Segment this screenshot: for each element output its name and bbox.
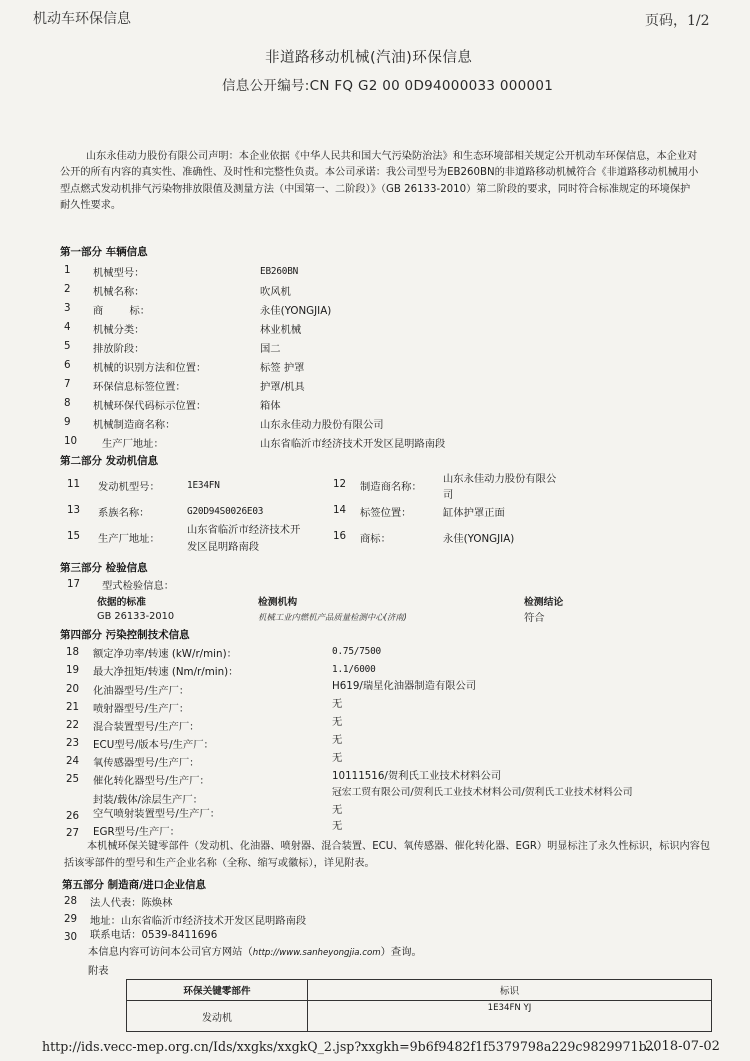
field-value: 国二: [260, 343, 281, 355]
field-label: 化油器型号/生产厂：: [93, 685, 190, 697]
field-value: 山东永佳动力股份有限公司: [260, 419, 384, 431]
row-number: 23: [66, 737, 80, 749]
disclosure-code: 信息公开编号:CN FQ G2 00 0D94000033 000001: [222, 78, 554, 94]
row-number: 8: [64, 397, 71, 409]
row-number: 16: [333, 530, 347, 542]
field-label: 商标：: [360, 533, 391, 545]
page-number: 页码，1/2: [645, 13, 710, 29]
field-label: 机械分类：: [93, 324, 145, 336]
row-number: 20: [66, 683, 80, 695]
field-label: 标签位置：: [360, 507, 412, 519]
result-value: 符合: [524, 612, 545, 624]
row-number: 15: [67, 530, 81, 542]
row-number: 1: [64, 264, 71, 276]
field-value: 无: [332, 734, 343, 746]
field-value: 发区昆明路南段: [187, 541, 260, 553]
row-number: 3: [64, 302, 71, 314]
website-link[interactable]: http://www.sanheyongjia.com: [252, 948, 381, 958]
field-value: 冠宏工贸有限公司/贺利氏工业技术材料公司/贺利氏工业技术材料公司: [332, 787, 633, 798]
row-number: 29: [64, 913, 78, 925]
field-label: 额定净功率/转速 (kW/r/min)：: [93, 648, 237, 660]
row-number: 4: [64, 321, 71, 333]
document-title: 非道路移动机械(汽油)环保信息: [265, 50, 473, 66]
appendix-table: [126, 979, 712, 1032]
field-label: 生产厂地址：: [102, 438, 164, 450]
row-number: 11: [67, 478, 81, 490]
field-label: 机械制造商名称：: [93, 419, 176, 431]
row-number: 10: [64, 435, 78, 447]
column-header-standard: 依据的标准: [97, 597, 146, 608]
footer-date: 2018-07-02: [645, 1039, 720, 1054]
row-number: 6: [64, 359, 71, 371]
field-value: G20D94S0026E03: [187, 506, 264, 517]
field-value: 护罩/机具: [260, 381, 305, 393]
field-label: 机械型号：: [93, 267, 145, 279]
field-label: 氧传感器型号/生产厂：: [93, 757, 200, 769]
row-number: 21: [66, 701, 80, 713]
field-value: H619/瑞星化油器制造有限公司: [332, 680, 477, 692]
field-value: EB260BN: [260, 266, 299, 277]
website-prefix: 本信息内容可访问本公司官方网站（: [88, 946, 253, 958]
section-title-vehicle: 第一部分 车辆信息: [60, 246, 148, 258]
table-header-row: [127, 980, 712, 1001]
org-value: 机械工业内燃机产品质量检测中心(济南): [258, 612, 407, 622]
field-value: 无: [332, 752, 343, 764]
field-value: 1.1/6000: [332, 664, 376, 675]
row-number: 9: [64, 416, 71, 428]
field-value: 永佳(YONGJIA): [443, 533, 515, 545]
row-number: 5: [64, 340, 71, 352]
row-number: 7: [64, 378, 71, 390]
field-label: 喷射器型号/生产厂：: [93, 703, 190, 715]
field-label: EGR型号/生产厂：: [93, 826, 180, 838]
field-label: ECU型号/版本号/生产厂：: [93, 739, 214, 751]
field-label: 催化转化器型号/生产厂：: [93, 775, 210, 787]
field-value: 无: [332, 804, 343, 816]
column-header-org: 检测机构: [258, 597, 298, 608]
table-header: 标识: [308, 980, 712, 1001]
website-line: [88, 943, 422, 958]
row-number: 27: [66, 827, 80, 839]
row-number: 13: [67, 504, 81, 516]
section-title-inspection: 第三部分 检验信息: [60, 562, 148, 574]
field-label: 机械的识别方法和位置：: [93, 362, 207, 374]
field-value: 0.75/7500: [332, 646, 381, 657]
field-value: 永佳(YONGJIA): [260, 305, 332, 317]
field-label: 空气喷射装置型号/生产厂：: [93, 808, 221, 820]
row-number: 26: [66, 810, 80, 822]
section-title-engine: 第二部分 发动机信息: [60, 455, 159, 467]
row-number: 22: [66, 719, 80, 731]
section-title-pollution-control: 第四部分 污染控制技术信息: [60, 629, 190, 641]
field-label: 商 标：: [93, 305, 151, 317]
field-label: 混合装置型号/生产厂：: [93, 721, 200, 733]
row-number: 19: [66, 664, 80, 676]
row-number: 28: [64, 895, 78, 907]
row-number: 25: [66, 773, 80, 785]
field-label: 系族名称：: [98, 507, 150, 519]
field-value: 10111516/贺利氏工业技术材料公司: [332, 770, 502, 782]
key-parts-note: 本机械环保关键零部件（发动机、化油器、喷射器、混合装置、ECU、氧传感器、催化转化器、EGR）明显标注了永久性标识，标识内容包括该零部件的型号和生产企业名称（全称、缩写或徽标），详见附表。: [64, 841, 711, 869]
manufacturer-legal-rep: 法人代表：陈焕林: [90, 897, 173, 909]
website-suffix: ）查询。: [380, 946, 422, 958]
field-value: 吹风机: [260, 286, 291, 298]
row-number: 17: [67, 578, 81, 590]
manufacturer-address: 地址：山东省临沂市经济技术开发区昆明路南段: [90, 915, 307, 927]
row-number: 18: [66, 646, 80, 658]
column-header-result: 检测结论: [524, 597, 564, 608]
field-value: 无: [332, 698, 343, 710]
appendix-label: 附表: [88, 965, 109, 977]
declaration-paragraph: 山东永佳动力股份有限公司声明：本企业依据《中华人民共和国大气污染防治法》和生态环境部相关规定公开机动车环保信息，本企业对公开的所有内容的真实性、准确性、及时性和完整性负责。本公司承诺：我公司型号为EB260BN的非道路移动机械符合《非道路移动机械用小型点燃式发动机排气污染物排放限值及测量方法（中国第一、二阶段）》（GB 26133-2010）第二阶段的要求，同时符合标准规定的环境保护耐久性要求。: [60, 151, 699, 211]
row-number: 2: [64, 283, 71, 295]
row-number: 12: [333, 478, 347, 490]
footer-url[interactable]: http://ids.vecc-mep.org.cn/Ids/xxgks/xxgkQ_2.jsp?xxgkh=9b6f9482f1f5379798a229c9829971b...: [42, 1039, 659, 1054]
field-label: 发动机型号：: [98, 481, 160, 493]
field-label: 机械环保代码标示位置：: [93, 400, 207, 412]
table-cell: 1E34FN YJ: [308, 1001, 712, 1032]
row-number: 30: [64, 931, 78, 943]
section-title-manufacturer: 第五部分 制造商/进口企业信息: [62, 879, 206, 891]
field-label: 排放阶段：: [93, 343, 145, 355]
field-value: 无: [332, 820, 343, 832]
field-label: 机械名称：: [93, 286, 145, 298]
header-left: 机动车环保信息: [33, 11, 131, 27]
field-value: 无: [332, 716, 343, 728]
table-cell: 发动机: [127, 1001, 308, 1032]
manufacturer-phone: 联系电话：0539-8411696: [90, 929, 218, 941]
field-value: 山东省临沂市经济技术开: [187, 524, 301, 536]
row-number: 14: [333, 504, 347, 516]
field-value: 山东省临沂市经济技术开发区昆明路南段: [260, 438, 446, 450]
field-label: 生产厂地址：: [98, 533, 160, 545]
field-value: 司: [443, 489, 454, 501]
field-label: 封装/载体/涂层生产厂：: [93, 794, 203, 806]
field-value: 1E34FN: [187, 480, 220, 491]
field-value: 标签 护罩: [260, 362, 305, 374]
field-label: 型式检验信息：: [102, 580, 175, 592]
table-row: [127, 1001, 712, 1032]
field-value: 缸体护罩正面: [443, 507, 505, 519]
field-label: 环保信息标签位置：: [93, 381, 186, 393]
table-header: 环保关键零部件: [127, 980, 308, 1001]
field-label: 最大净扭矩/转速 (Nm/r/min)：: [93, 666, 239, 678]
field-label: 制造商名称：: [360, 481, 422, 493]
field-value: 山东永佳动力股份有限公: [443, 473, 557, 485]
row-number: 24: [66, 755, 80, 767]
standard-value: GB 26133-2010: [97, 611, 175, 622]
field-value: 林业机械: [260, 324, 302, 336]
field-value: 箱体: [260, 400, 281, 412]
